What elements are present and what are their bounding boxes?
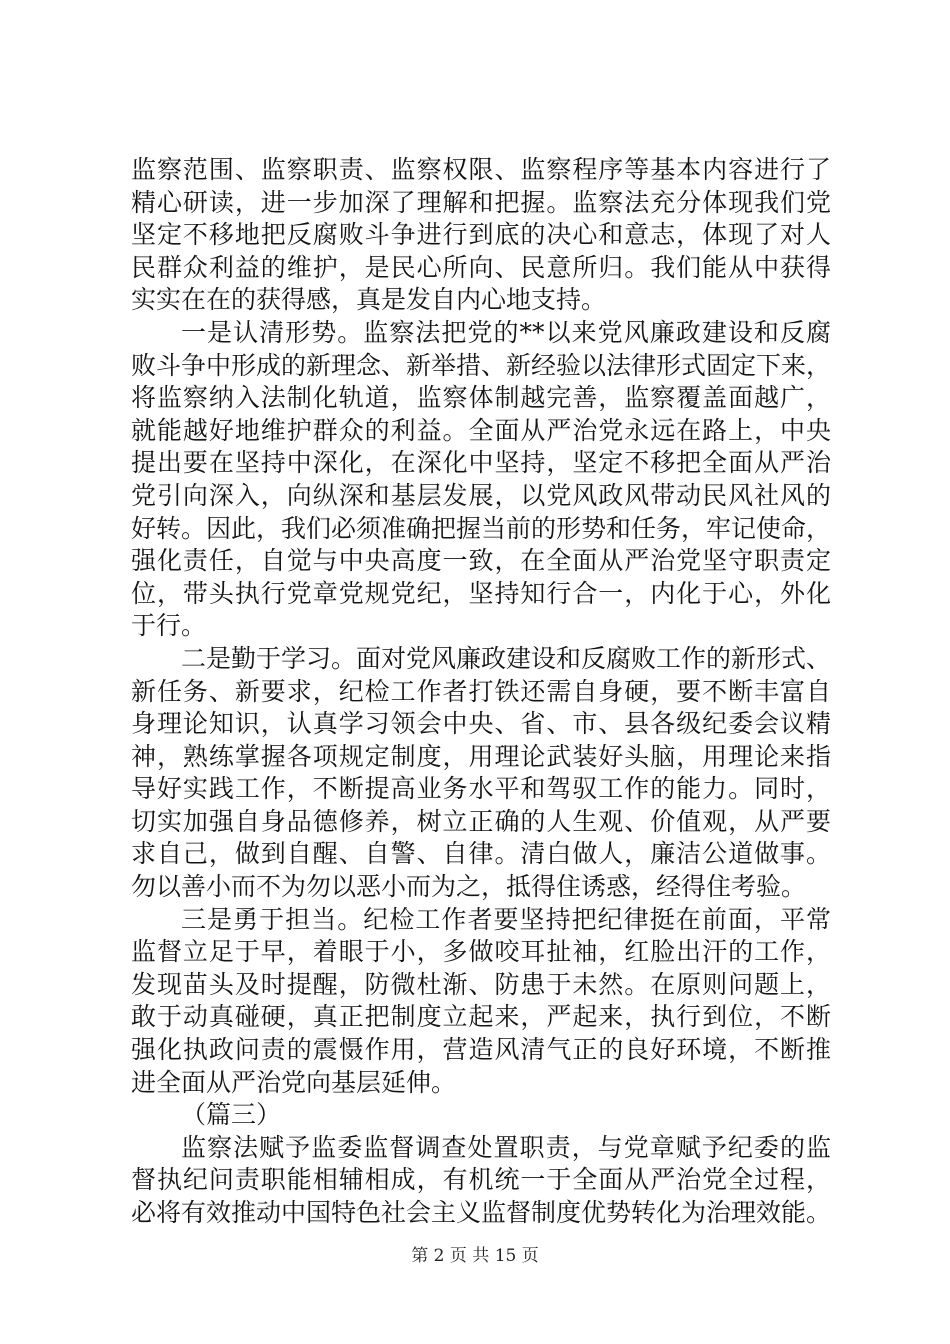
text-line: 监督立足于早，着眼于小，多做咬耳扯袖，红脸出汗的工作， bbox=[131, 937, 831, 967]
text-line: 败斗争中形成的新理念、新举措、新经验以法律形式固定下来， bbox=[131, 350, 832, 380]
text-line: 导好实践工作，不断提高业务水平和驾驭工作的能力。同时， bbox=[131, 774, 831, 804]
text-line: 求自己，做到自醒、自警、自律。清白做人，廉洁公道做事。 bbox=[131, 839, 831, 869]
paragraph-first-line: 监察法赋予监委监督调查处置职责，与党章赋予纪委的监 bbox=[181, 1132, 831, 1162]
text-line: 发现苗头及时提醒，防微杜渐、防患于未然。在原则问题上， bbox=[131, 969, 831, 999]
text-line: 提出要在坚持中深化，在深化中坚持，坚定不移把全面从严治 bbox=[131, 448, 831, 478]
text-line: 党引向深入，向纵深和基层发展，以党风政风带动民风社风的 bbox=[131, 480, 831, 510]
text-line: 进全面从严治党向基层延伸。 bbox=[131, 1067, 457, 1097]
paragraph-first-line: 一是认清形势。监察法把党的**以来党风廉政建设和反腐 bbox=[181, 317, 831, 347]
page-number-footer: 第 2 页 共 15 页 bbox=[411, 1246, 539, 1266]
text-line: 于行。 bbox=[131, 611, 207, 641]
text-line: 必将有效推动中国特色社会主义监督制度优势转化为治理效能。 bbox=[131, 1198, 832, 1227]
text-line: 监察范围、监察职责、监察权限、监察程序等基本内容进行了 bbox=[131, 155, 831, 184]
paragraph-first-line: 三是勇于担当。纪检工作者要坚持把纪律挺在前面，平常 bbox=[181, 904, 831, 934]
text-line: 身理论知识，认真学习领会中央、省、市、县各级纪委会议精 bbox=[131, 709, 831, 739]
text-line: 切实加强自身品德修养，树立正确的人生观、价值观，从严要 bbox=[131, 806, 831, 836]
text-line: 神，熟练掌握各项规定制度，用理论武装好头脑，用理论来指 bbox=[131, 741, 831, 771]
text-line: 位，带头执行党章党规党纪，坚持知行合一，内化于心，外化 bbox=[131, 578, 831, 608]
text-line: 强化责任，自觉与中央高度一致，在全面从严治党坚守职责定 bbox=[131, 546, 831, 576]
text-line: 精心研读，进一步加深了理解和把握。监察法充分体现我们党 bbox=[131, 187, 831, 217]
paragraph-first-line: 二是勤于学习。面对党风廉政建设和反腐败工作的新形式、 bbox=[181, 643, 832, 673]
text-line: 民群众利益的维护，是民心所向、民意所归。我们能从中获得 bbox=[131, 252, 831, 282]
text-line: 实实在在的获得感，真是发自内心地支持。 bbox=[131, 285, 607, 315]
text-line: 勿以善小而不为勿以恶小而为之，抵得住诱惑，经得住考验。 bbox=[131, 872, 807, 902]
text-line: 就能越好地维护群众的利益。全面从严治党永远在路上，中央 bbox=[131, 415, 831, 445]
body-text bbox=[131, 154, 831, 1230]
text-line: 敢于动真碰硬，真正把制度立起来，严起来，执行到位，不断 bbox=[131, 1002, 831, 1032]
text-line: 坚定不移地把反腐败斗争进行到底的决心和意志，体现了对人 bbox=[131, 220, 831, 250]
section-heading: （篇三） bbox=[181, 1100, 282, 1130]
text-line: 新任务、新要求，纪检工作者打铁还需自身硬，要不断丰富自 bbox=[131, 676, 831, 706]
text-line: 将监察纳入法制化轨道，监察体制越完善，监察覆盖面越广， bbox=[131, 383, 831, 413]
text-line: 督执纪问责职能相辅相成，有机统一于全面从严治党全过程， bbox=[131, 1165, 831, 1195]
text-line: 强化执政问责的震慑作用，营造风清气正的良好环境，不断推 bbox=[131, 1035, 831, 1065]
text-line: 好转。因此，我们必须准确把握当前的形势和任务，牢记使命， bbox=[131, 513, 832, 543]
